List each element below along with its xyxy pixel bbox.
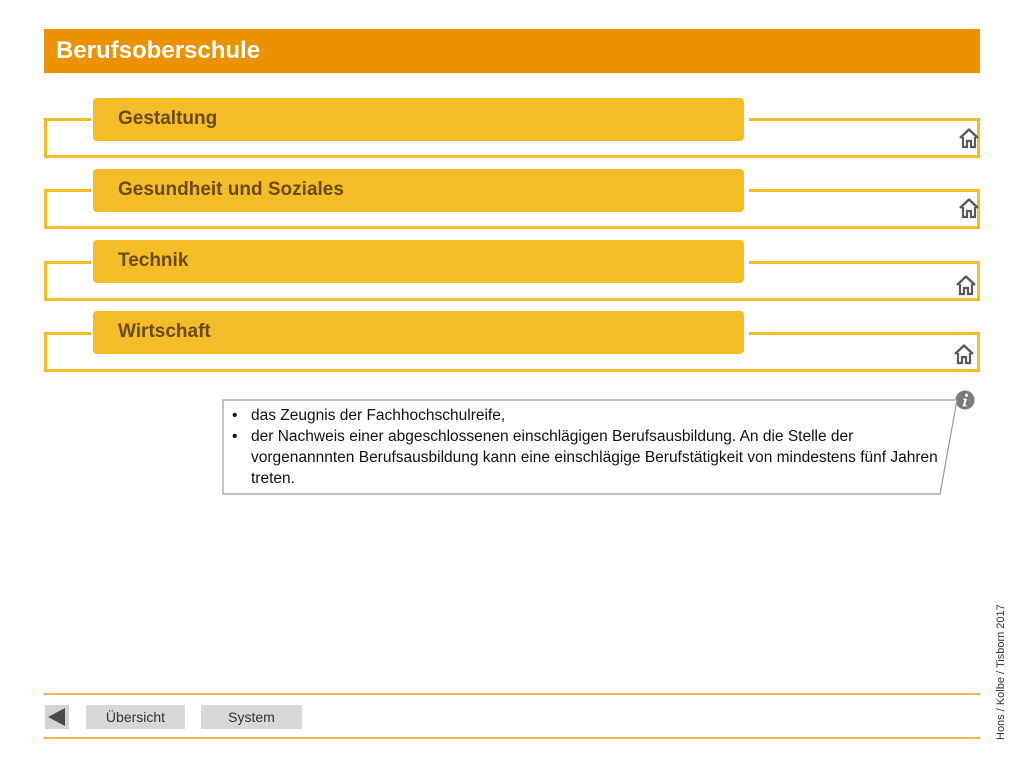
system-button[interactable]: System [201, 705, 302, 729]
footer-divider-bottom [44, 737, 980, 739]
info-list [230, 405, 946, 489]
home-icon[interactable] [953, 343, 975, 365]
back-arrow-icon[interactable] [45, 705, 69, 729]
tab-gestaltung[interactable] [93, 98, 744, 141]
home-icon[interactable] [958, 197, 980, 219]
header-bar [44, 29, 980, 73]
list-item: • der Nachweis einer abgeschlossenen einschlägigen Berufsausbildung. An die Stelle der vorgenannnten Berufsausbildung kann eine einschlägige Berufstätigkeit von mindestens fünf Jahren treten. [232, 428, 938, 487]
list-item: • das Zeugnis der Fachhochschulreife, [232, 407, 506, 424]
tab-label: Wirtschaft [118, 321, 211, 342]
tab-label: Technik [118, 250, 189, 271]
page-title: Berufsoberschule [56, 37, 261, 64]
tab-label: Gestaltung [118, 108, 218, 129]
info-box [222, 399, 978, 495]
home-icon[interactable] [955, 274, 977, 296]
author-credit: Hons / Kolbe / Tisborn 2017 [995, 604, 1007, 740]
tab-technik[interactable] [93, 240, 744, 283]
tab-wirtschaft[interactable] [93, 311, 744, 354]
tab-label: Gesundheit und Soziales [118, 179, 344, 200]
footer-divider-top [44, 693, 980, 695]
overview-button[interactable]: Übersicht [86, 705, 185, 729]
home-icon[interactable] [958, 127, 980, 149]
tab-gesundheit-und-soziales[interactable] [93, 169, 744, 212]
